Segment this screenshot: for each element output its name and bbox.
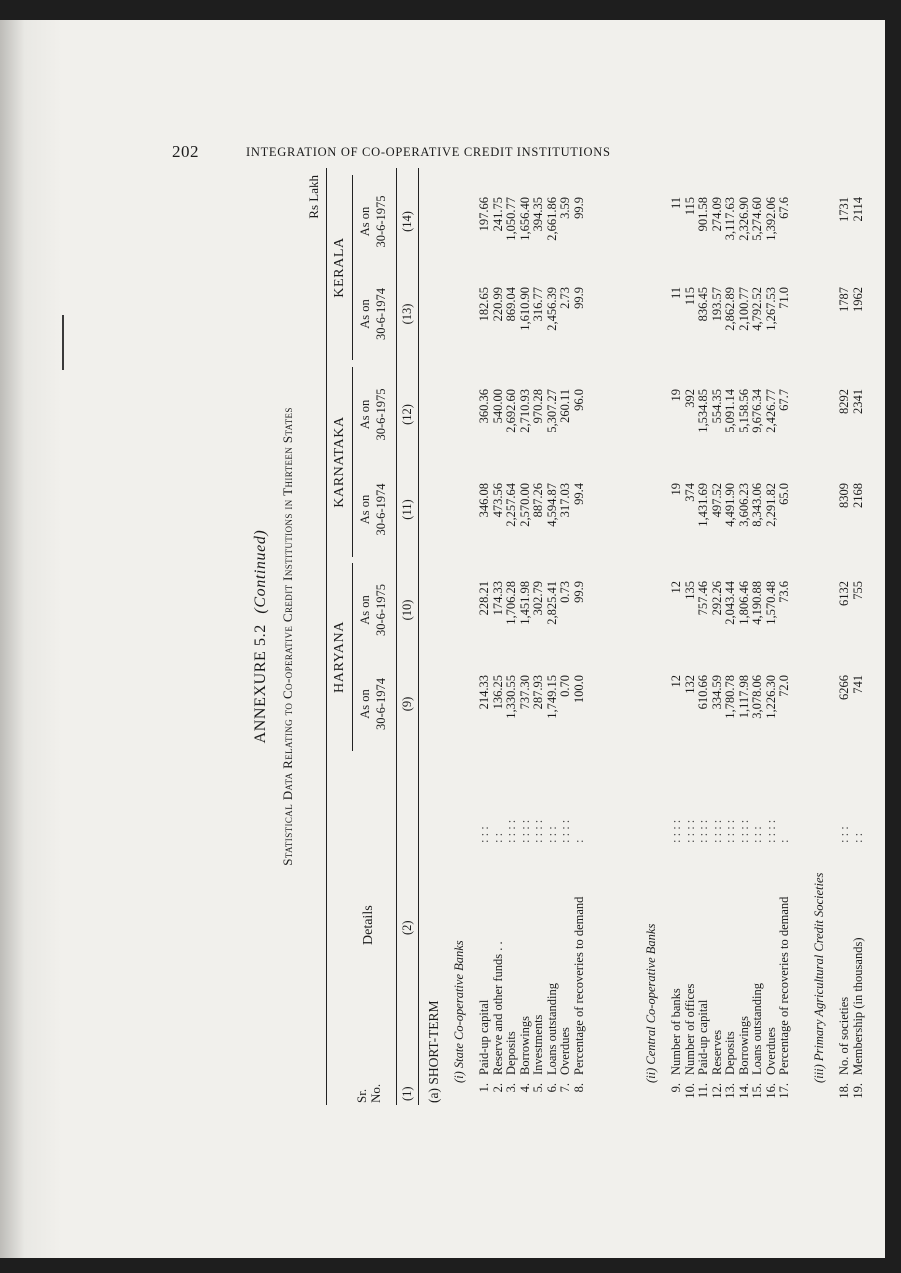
table-cell: 1,534.85	[696, 389, 710, 433]
table-cell: 2,661.86	[544, 197, 559, 241]
table-cell: 869.04	[504, 287, 518, 322]
row-number: 14.	[736, 1083, 751, 1099]
col-number-11: (11)	[400, 499, 414, 520]
table-cell: 757.46	[696, 581, 710, 616]
table-cell: 5,091.14	[723, 389, 737, 433]
row-leader-dots: : : : :	[736, 819, 751, 843]
table-cell: 2114	[850, 197, 865, 222]
row-leader-dots: : : : :	[682, 819, 697, 843]
col14-date: 30-6-1975	[374, 195, 388, 248]
table-cell: 9,676.34	[750, 389, 764, 433]
table-cell: 3.59	[558, 197, 572, 219]
col14-as-on: As on	[358, 206, 372, 237]
table-cell: 292.26	[709, 581, 724, 616]
table-cell: 115	[682, 287, 697, 306]
table-cell: 5,274.60	[750, 197, 764, 241]
col-number-1: (1)	[400, 1086, 414, 1101]
row-number: 9.	[669, 1083, 683, 1093]
table-cell: 2,100.77	[736, 287, 751, 331]
col13-date: 30-6-1974	[374, 287, 388, 341]
table-cell: 1787	[837, 287, 851, 312]
row-number: 5.	[531, 1083, 545, 1093]
row-number: 4.	[517, 1083, 532, 1093]
table-cell: 317.03	[558, 483, 572, 518]
table-cell: 610.66	[696, 675, 710, 710]
table-cell: 497.52	[709, 483, 724, 518]
table-cell: 132	[682, 675, 697, 694]
table-cell: 4,594.87	[544, 483, 559, 527]
table-cell: 1,431.69	[696, 483, 710, 527]
row-leader-dots: : : : :	[669, 819, 683, 843]
table-cell: 2,326.90	[736, 197, 751, 241]
scan-artifact	[62, 315, 64, 370]
scan-border-bottom	[0, 1258, 901, 1273]
table-cell: 72.0	[777, 675, 791, 697]
table-cell: 374	[682, 483, 697, 502]
table-cell: 3,606.23	[736, 483, 751, 527]
table-cell: 1962	[850, 287, 865, 312]
table-cell: 8309	[837, 483, 851, 508]
table-cell: 473.56	[490, 483, 505, 518]
table-cell: 4,792.52	[750, 287, 764, 331]
col9-as-on: As on	[358, 689, 372, 719]
table-cell: 334.59	[709, 675, 724, 710]
col-no-label: No.	[368, 1083, 383, 1103]
table-cell: 394.35	[531, 197, 545, 232]
row-label: Loans outstanding	[750, 982, 764, 1075]
row-label: Investments	[531, 1014, 545, 1075]
table-cell: 136.25	[490, 675, 505, 710]
table-cell: 540.00	[490, 389, 505, 424]
table-cell: 274.09	[709, 197, 724, 232]
table-cell: 174.33	[490, 581, 505, 616]
row-leader-dots: : : : :	[709, 819, 724, 843]
table-cell: 360.36	[477, 389, 491, 424]
row-number: 1.	[477, 1083, 491, 1093]
table-cell: 737.30	[517, 675, 532, 710]
row-number: 6.	[544, 1083, 559, 1093]
table-cell: 0.70	[558, 675, 572, 697]
subsection-central-banks: (ii) Central Co-operative Banks	[644, 923, 658, 1083]
col12-as-on: As on	[358, 399, 372, 430]
table-cell: 65.0	[777, 483, 791, 505]
table-cell: 755	[850, 581, 865, 600]
state-haryana: HARYANA	[332, 621, 347, 693]
table-cell: 2168	[850, 483, 865, 508]
row-leader-dots: : : :	[750, 826, 764, 843]
rotated-table	[250, 168, 870, 1105]
unit-label: Rs Lakh	[306, 175, 321, 219]
table-cell: 67.7	[777, 389, 791, 411]
row-leader-dots: :	[571, 839, 586, 843]
table-cell: 67.6	[777, 197, 791, 219]
table-title: Statistical Data Relating to Co-operative Credit Institutions in Thirteen States	[280, 407, 295, 866]
row-label: Deposits	[723, 1031, 737, 1075]
col-number-14: (14)	[400, 211, 414, 232]
table-cell: 71.0	[777, 287, 791, 309]
table-cell: 99.9	[571, 287, 586, 309]
col-number-9: (9)	[400, 696, 414, 712]
table-cell: 73.6	[777, 581, 791, 603]
row-label: Borrowings	[517, 1015, 532, 1075]
table-cell: 2,862.89	[723, 287, 737, 331]
row-label: Reserves	[709, 1029, 724, 1075]
row-number: 11.	[696, 1083, 710, 1099]
table-cell: 1,806.46	[736, 581, 751, 625]
table-cell: 1,656.40	[517, 197, 532, 241]
row-number: 16.	[763, 1083, 778, 1099]
table-cell: 2,570.00	[517, 483, 532, 527]
table-cell: 1,451.98	[517, 581, 532, 625]
table-cell: 1,706.28	[504, 581, 518, 625]
table-cell: 2,426.77	[763, 389, 778, 433]
table-cell: 3,078.06	[750, 675, 764, 719]
table-cell: 12	[669, 581, 683, 594]
table-cell: 1,050.77	[504, 197, 518, 241]
table-cell: 836.45	[696, 287, 710, 322]
table-cell: 8292	[837, 389, 851, 414]
state-kerala: KERALA	[332, 237, 347, 298]
table-cell: 5,158.56	[736, 389, 751, 433]
table-cell: 19	[669, 483, 683, 496]
table-cell: 346.08	[477, 483, 491, 518]
col-number-2: (2)	[400, 920, 414, 935]
table-cell: 1,392.06	[763, 197, 778, 241]
col11-as-on: As on	[358, 494, 372, 525]
row-number: 15.	[750, 1083, 764, 1099]
table-cell: 260.11	[558, 389, 572, 423]
table-cell: 115	[682, 197, 697, 216]
table-cell: 220.99	[490, 287, 505, 322]
table-cell: 1,749.15	[544, 675, 559, 719]
row-leader-dots: : : :	[837, 826, 851, 843]
col-details-label: Details	[361, 905, 376, 945]
table-cell: 1,267.53	[763, 287, 778, 331]
table-cell: 135	[682, 581, 697, 600]
table-cell: 554.35	[709, 389, 724, 424]
table-cell: 2,291.82	[763, 483, 778, 527]
row-label: No. of societies	[837, 996, 851, 1075]
table-cell: 2,257.64	[504, 483, 518, 527]
row-label: Membership (in thousands)	[850, 937, 865, 1075]
table-cell: 2,710.93	[517, 389, 532, 433]
table-cell: 214.33	[477, 675, 491, 710]
table-cell: 1,610.90	[517, 287, 532, 331]
table-cell: 316.77	[531, 287, 545, 322]
scan-border-right	[885, 0, 901, 1273]
table-body	[250, 168, 870, 1105]
row-number: 10.	[682, 1083, 697, 1099]
table-cell: 970.28	[531, 389, 545, 424]
running-title: INTEGRATION OF CO-OPERATIVE CREDIT INSTITUTIONS	[246, 145, 611, 159]
annexure-title: ANNEXURE 5.2	[252, 624, 269, 744]
row-number: 13.	[723, 1083, 737, 1099]
table-cell: 96.0	[571, 389, 586, 411]
state-karnataka: KARNATAKA	[332, 416, 347, 508]
table-cell: 0.73	[558, 581, 572, 603]
row-leader-dots: : : :	[477, 826, 491, 843]
row-label: Deposits	[504, 1031, 518, 1075]
table-cell: 197.66	[477, 197, 491, 232]
table-cell: 193.57	[709, 287, 724, 322]
col-sr-label: Sr.	[354, 1088, 369, 1103]
table-cell: 3,117.63	[723, 197, 737, 241]
table-cell: 11	[669, 287, 683, 300]
section-short-term: (a) SHORT-TERM	[426, 1000, 441, 1103]
table-cell: 1731	[837, 197, 851, 222]
table-cell: 2,043.44	[723, 581, 737, 625]
row-number: 3.	[504, 1083, 518, 1093]
table-cell: 6266	[837, 675, 851, 700]
row-leader-dots: : : : :	[723, 819, 737, 843]
table-cell: 2.73	[558, 287, 572, 309]
row-label: Loans outstanding	[544, 982, 559, 1075]
row-leader-dots: : : : :	[531, 819, 545, 843]
row-label: Percentage of recoveries to demand	[571, 896, 586, 1075]
table-cell: 8,343.06	[750, 483, 764, 527]
col9-date: 30-6-1974	[374, 677, 388, 731]
row-number: 8.	[571, 1083, 586, 1093]
table-cell: 1,226.30	[763, 675, 778, 719]
row-leader-dots: : : : :	[763, 819, 778, 843]
table-cell: 2,825.41	[544, 581, 559, 625]
table-cell: 901.58	[696, 197, 710, 232]
table-cell: 741	[850, 675, 865, 694]
row-number: 2.	[490, 1083, 505, 1093]
table-cell: 1,570.48	[763, 581, 778, 625]
annexure-suffix: (Continued)	[252, 529, 269, 614]
row-label: Borrowings	[736, 1015, 751, 1075]
page-fold-shadow	[0, 0, 62, 1273]
row-label: Paid-up capital	[696, 999, 710, 1075]
row-label: Number of offices	[682, 983, 697, 1075]
col-number-13: (13)	[400, 303, 414, 325]
row-label: Number of banks	[669, 988, 683, 1075]
row-leader-dots: : : : :	[504, 819, 518, 843]
table-cell: 241.75	[490, 197, 505, 232]
row-leader-dots: : :	[850, 832, 865, 843]
row-number: 12.	[709, 1083, 724, 1099]
table-cell: 2,456.39	[544, 287, 559, 331]
table-cell: 11	[669, 197, 683, 210]
col10-date: 30-6-1975	[374, 583, 388, 637]
table-cell: 1,330.55	[504, 675, 518, 719]
row-number: 19.	[850, 1083, 865, 1099]
col10-as-on: As on	[358, 595, 372, 625]
table-cell: 2341	[850, 389, 865, 414]
page-number: 202	[172, 142, 199, 161]
running-head	[166, 142, 686, 164]
table-cell: 228.21	[477, 581, 491, 616]
subsection-state-banks: (i) State Co-operative Banks	[452, 940, 466, 1083]
table-cell: 887.26	[531, 483, 545, 518]
table-cell: 302.79	[531, 581, 545, 616]
row-leader-dots: : : : :	[517, 819, 532, 843]
col12-date: 30-6-1975	[374, 388, 388, 441]
row-label: Paid-up capital	[477, 999, 491, 1075]
row-label: Reserve and other funds . .	[490, 941, 505, 1075]
table-cell: 6132	[837, 581, 851, 606]
row-leader-dots: : : : :	[558, 819, 572, 843]
row-number: 7.	[558, 1083, 572, 1093]
row-number: 17.	[777, 1083, 791, 1099]
col-number-10: (10)	[400, 599, 414, 621]
table-cell: 392	[682, 389, 697, 408]
table-cell: 2,692.60	[504, 389, 518, 433]
row-leader-dots: : : :	[544, 826, 559, 843]
table-cell: 100.0	[571, 675, 586, 704]
table-cell: 12	[669, 675, 683, 688]
table-cell: 5,307.27	[544, 389, 559, 433]
table-cell: 1,780.78	[723, 675, 737, 719]
col-number-12: (12)	[400, 404, 414, 425]
table-cell: 99.9	[571, 197, 586, 219]
scan-border-top	[0, 0, 901, 20]
col13-as-on: As on	[358, 299, 372, 329]
table-cell: 287.93	[531, 675, 545, 710]
col11-date: 30-6-1974	[374, 483, 388, 536]
row-label: Overdues	[763, 1027, 778, 1075]
table-cell: 182.65	[477, 287, 491, 322]
table-cell: 4,491.90	[723, 483, 737, 527]
row-label: Percentage of recoveries to demand	[777, 896, 791, 1075]
table-cell: 99.4	[571, 483, 586, 505]
table-cell: 4,190.88	[750, 581, 764, 625]
table-cell: 1,117.98	[736, 675, 751, 719]
row-leader-dots: :	[777, 839, 791, 843]
row-label: Overdues	[558, 1027, 572, 1075]
table-cell: 19	[669, 389, 683, 402]
row-number: 18.	[837, 1083, 851, 1099]
row-leader-dots: : :	[490, 832, 505, 843]
subsection-primary-societies: (iii) Primary Agricultural Credit Societies	[812, 872, 826, 1083]
row-leader-dots: : : : :	[696, 819, 710, 843]
table-cell: 99.9	[571, 581, 586, 603]
